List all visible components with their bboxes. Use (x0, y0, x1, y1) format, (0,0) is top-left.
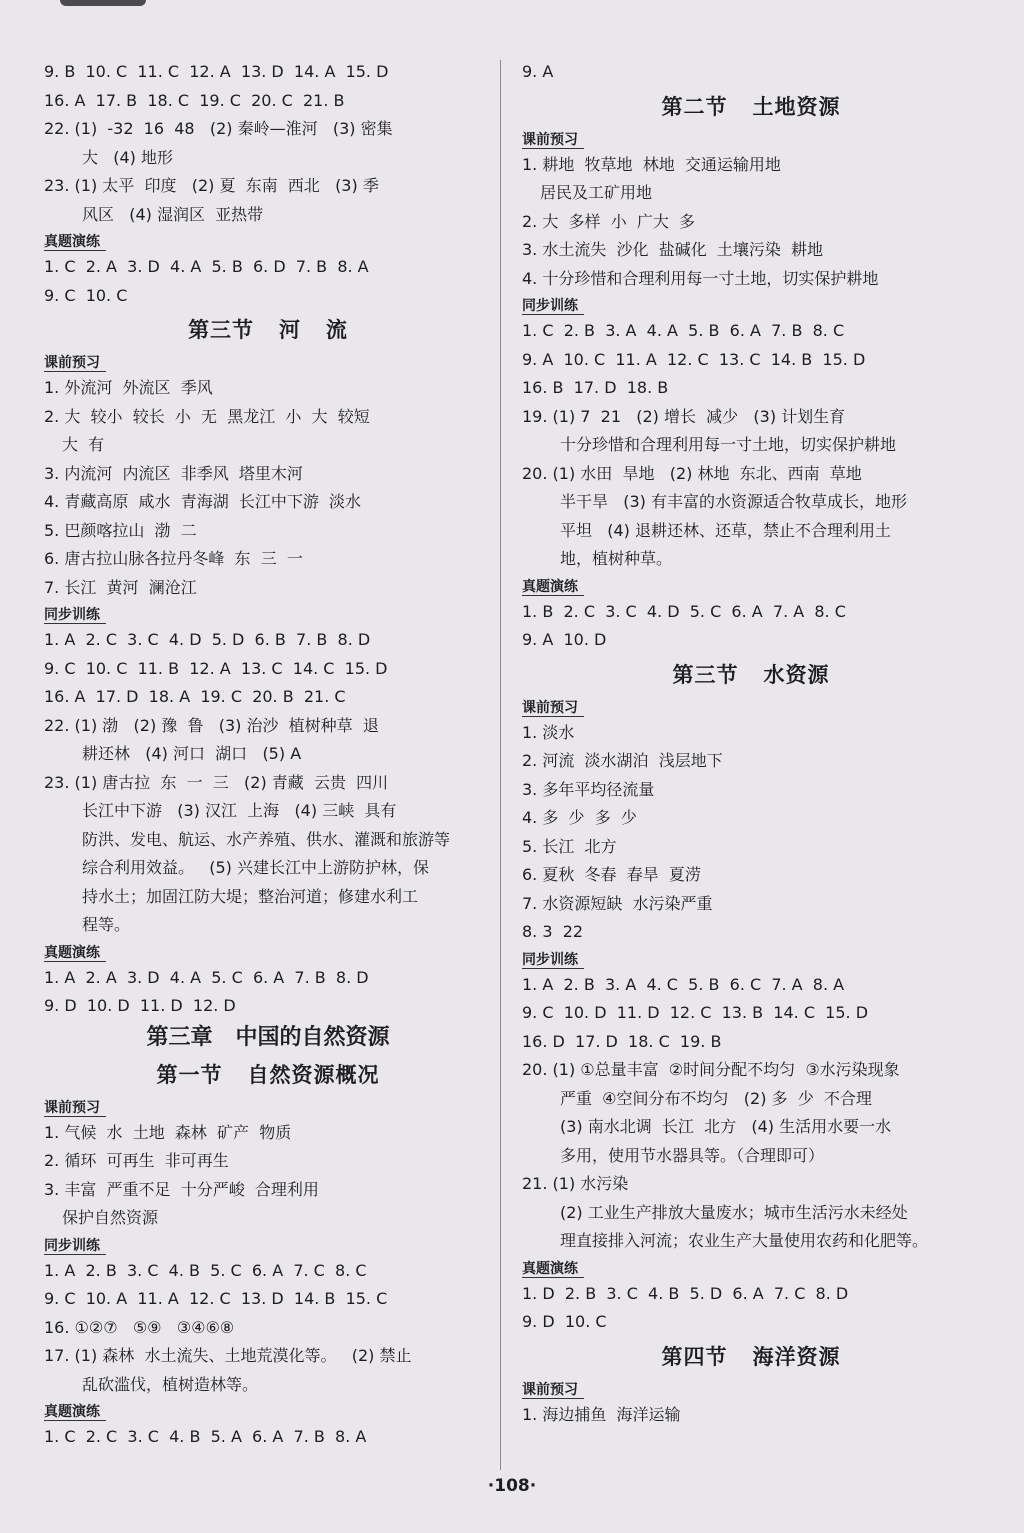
answer-line: 2. 循环 可再生 非可再生 (44, 1151, 229, 1170)
answer-line: 16. A 17. B 18. C 19. C 20. C 21. B (44, 90, 345, 110)
answer-line: 23. (1) 唐古拉 东 一 三 (2) 青藏 云贵 四川 (44, 772, 389, 792)
answer-line: 16. A 17. D 18. A 19. C 20. B 21. C (44, 687, 346, 706)
answer-line: 3. 多年平均径流量 (522, 779, 655, 799)
section-title: 第一节 自然资源概况 (156, 1062, 380, 1087)
answer-line: 22. (1) -32 16 48 (2) 秦岭—淮河 (3) 密集 (44, 119, 393, 138)
answer-line-continued: 多用，使用节水器具等。（合理即可） (560, 1145, 825, 1165)
answer-line: 9. A 10. C 11. A 12. C 13. C 14. B 15. D (522, 349, 866, 369)
answer-line-continued: 理直接排入河流；农业生产大量使用农药和化肥等。 (560, 1231, 929, 1250)
answer-line: 1. 淡水 (522, 722, 575, 742)
answer-line: 3. 水土流失 沙化 盐碱化 土壤污染 耕地 (522, 240, 824, 259)
column-divider (500, 60, 501, 1470)
answer-line: 20. (1) ①总量丰富 ②时间分配不均匀 ③水污染现象 (522, 1060, 900, 1079)
section-tag (522, 697, 980, 719)
section-tag-label: 课前预习 (522, 1382, 584, 1399)
answer-line: 6. 夏秋 冬春 春旱 夏涝 (522, 865, 701, 884)
section-tag (44, 231, 492, 253)
section-tag-label: 同步训练 (44, 607, 106, 624)
answer-line-continued: 程等。 (82, 915, 131, 934)
section-tag (522, 576, 980, 598)
answer-line-continued: 地，植树种草。 (560, 549, 673, 568)
answer-line: 9. D 10. D 11. D 12. D (44, 996, 236, 1015)
right-column (522, 58, 980, 1429)
answer-line: 16. B 17. D 18. B (522, 378, 669, 397)
answer-line: 1. 海边捕鱼 海洋运输 (522, 1404, 681, 1424)
answer-line: 7. 长江 黄河 澜沧江 (44, 577, 197, 597)
answer-line: 9. C 10. C 11. B 12. A 13. C 14. C 15. D (44, 658, 388, 678)
answer-line: 2. 河流 淡水湖泊 浅层地下 (522, 751, 723, 770)
answer-line: 1. 外流河 外流区 季风 (44, 378, 213, 397)
answer-line-continued: 风区 (4) 湿润区 亚热带 (82, 204, 264, 224)
answer-line-continued: (3) 南水北调 长江 北方 (4) 生活用水要一水 (560, 1117, 892, 1136)
answer-line-continued: 居民及工矿用地 (540, 183, 653, 202)
section-tag (522, 295, 980, 317)
section-title: 第四节 海洋资源 (661, 1344, 841, 1369)
answer-line-continued: 防洪、发电、航运、水产养殖、供水、灌溉和旅游等 (82, 829, 451, 849)
section-tag (44, 1235, 492, 1257)
section-tag-label: 真题演练 (44, 1404, 106, 1421)
section-tag (44, 604, 492, 626)
answer-line: 1. C 2. A 3. D 4. A 5. B 6. D 7. B 8. A (44, 257, 369, 276)
answer-line: 23. (1) 太平 印度 (2) 夏 东南 西北 (3) 季 (44, 176, 379, 195)
chapter-title: 第三章 中国的自然资源 (146, 1024, 390, 1050)
answer-line: 9. C 10. C (44, 285, 128, 305)
answer-line: 6. 唐古拉山脉各拉丹冬峰 东 三 一 (44, 549, 303, 568)
section-tag-label: 真题演练 (44, 234, 106, 251)
answer-line-continued: 平坦 (4) 退耕还林、还草，禁止不合理利用土 (560, 520, 892, 540)
answer-line: 1. D 2. B 3. C 4. B 5. D 6. A 7. C 8. D (522, 1283, 849, 1303)
page-number: ·108· (487, 1476, 537, 1496)
answer-line-continued: 持水土；加固江防大堤；整治河道；修建水利工 (82, 886, 419, 906)
section-tag (44, 1097, 492, 1119)
answer-line: 4. 多 少 多 少 (522, 808, 637, 827)
section-title: 第三节 水资源 (672, 662, 830, 687)
section-title: 第二节 土地资源 (661, 94, 841, 119)
answer-line: 19. (1) 7 21 (2) 增长 减少 (3) 计划生育 (522, 406, 846, 426)
answer-line-continued: 长江中下游 (3) 汉江 上海 (4) 三峡 具有 (82, 801, 397, 820)
answer-line: 9. A 10. D (522, 630, 607, 649)
section-tag-label: 同步训练 (522, 298, 584, 315)
answer-line: 9. B 10. C 11. C 12. A 13. D 14. A 15. D (44, 62, 389, 81)
answer-line: 2. 大 较小 较长 小 无 黑龙江 小 大 较短 (44, 406, 370, 426)
answer-line: 2. 大 多样 小 广大 多 (522, 211, 696, 231)
section-tag-label: 课前预习 (522, 132, 584, 149)
section-tag (522, 1379, 980, 1401)
answer-line: 1. A 2. A 3. D 4. A 5. C 6. A 7. B 8. D (44, 967, 369, 987)
section-tag (522, 949, 980, 971)
section-tag-label: 课前预习 (44, 1100, 106, 1117)
answer-line-continued: (2) 工业生产排放大量废水；城市生活污水未经处 (560, 1202, 908, 1222)
section-tag-label: 同步训练 (44, 1238, 106, 1255)
answer-line-continued: 综合利用效益。 (5) 兴建长江中上游防护林，保 (82, 858, 430, 877)
section-tag (44, 942, 492, 964)
answer-line-continued: 严重 ④空间分布不均匀 (2) 多 少 不合理 (560, 1088, 872, 1108)
section-tag-label: 真题演练 (44, 945, 106, 962)
answer-line: 1. A 2. C 3. C 4. D 5. D 6. B 7. B 8. D (44, 630, 371, 649)
answer-line: 4. 十分珍惜和合理利用每一寸土地，切实保护耕地 (522, 268, 879, 288)
answer-line: 1. A 2. B 3. A 4. C 5. B 6. C 7. A 8. A (522, 974, 845, 994)
answer-line-continued: 十分珍惜和合理利用每一寸土地，切实保护耕地 (560, 435, 897, 454)
section-tag-label: 同步训练 (522, 952, 584, 969)
section-tag-label: 真题演练 (522, 1261, 584, 1278)
answer-line: 5. 巴颜喀拉山 渤 二 (44, 520, 197, 540)
answer-line: 1. 耕地 牧草地 林地 交通运输用地 (522, 154, 781, 174)
answer-line: 17. (1) 森林 水土流失、土地荒漠化等。 (2) 禁止 (44, 1346, 412, 1365)
answer-line: 5. 长江 北方 (522, 836, 617, 856)
answer-line: 1. 气候 水 土地 森林 矿产 物质 (44, 1122, 292, 1142)
section-tag-label: 真题演练 (522, 579, 584, 596)
answer-line: 8. 3 22 (522, 922, 584, 941)
section-tag (44, 352, 492, 374)
answer-line: 22. (1) 渤 (2) 豫 鲁 (3) 治沙 植树种草 退 (44, 715, 379, 735)
answer-line: 1. C 2. B 3. A 4. A 5. B 6. A 7. B 8. C (522, 321, 845, 340)
answer-line-continued: 半干旱 (3) 有丰富的水资源适合牧草成长，地形 (560, 492, 908, 511)
answer-line: 4. 青藏高原 咸水 青海湖 长江中下游 淡水 (44, 492, 362, 511)
answer-line: 21. (1) 水污染 (522, 1174, 629, 1193)
section-tag (44, 1401, 492, 1423)
left-column (44, 58, 492, 1452)
answer-line: 3. 内流河 内流区 非季风 塔里木河 (44, 463, 303, 483)
section-tag (522, 129, 980, 151)
answer-line: 9. C 10. D 11. D 12. C 13. B 14. C 15. D (522, 1003, 869, 1022)
answer-line: 7. 水资源短缺 水污染严重 (522, 893, 713, 913)
top-edge-mark (60, 0, 146, 6)
section-tag (522, 1258, 980, 1280)
section-tag-label: 课前预习 (522, 700, 584, 717)
answer-line: 3. 丰富 严重不足 十分严峻 合理利用 (44, 1179, 319, 1199)
answer-line-continued: 乱砍滥伐，植树造林等。 (82, 1374, 259, 1394)
answer-line: 1. A 2. B 3. C 4. B 5. C 6. A 7. C 8. C (44, 1260, 367, 1280)
section-tag-label: 课前预习 (44, 355, 106, 372)
answer-line: 20. (1) 水田 旱地 (2) 林地 东北、西南 草地 (522, 463, 862, 483)
answer-line-continued: 大 (4) 地形 (82, 147, 174, 167)
answer-line-continued: 耕还林 (4) 河口 湖口 (5) A (82, 744, 302, 763)
section-title: 第三节 河 流 (188, 318, 348, 342)
answer-line: 9. D 10. C (522, 1312, 607, 1331)
answer-line: 1. B 2. C 3. C 4. D 5. C 6. A 7. A 8. C (522, 601, 846, 621)
answer-line-continued: 大 有 (62, 435, 105, 454)
answer-line-continued: 保护自然资源 (62, 1208, 159, 1227)
answer-line: 16. ①②⑦ ⑤⑨ ③④⑥⑧ (44, 1317, 235, 1337)
answer-line: 1. C 2. C 3. C 4. B 5. A 6. A 7. B 8. A (44, 1427, 367, 1446)
answer-line: 16. D 17. D 18. C 19. B (522, 1031, 722, 1051)
answer-line: 9. C 10. A 11. A 12. C 13. D 14. B 15. C (44, 1289, 388, 1308)
answer-line: 9. A (522, 62, 554, 81)
